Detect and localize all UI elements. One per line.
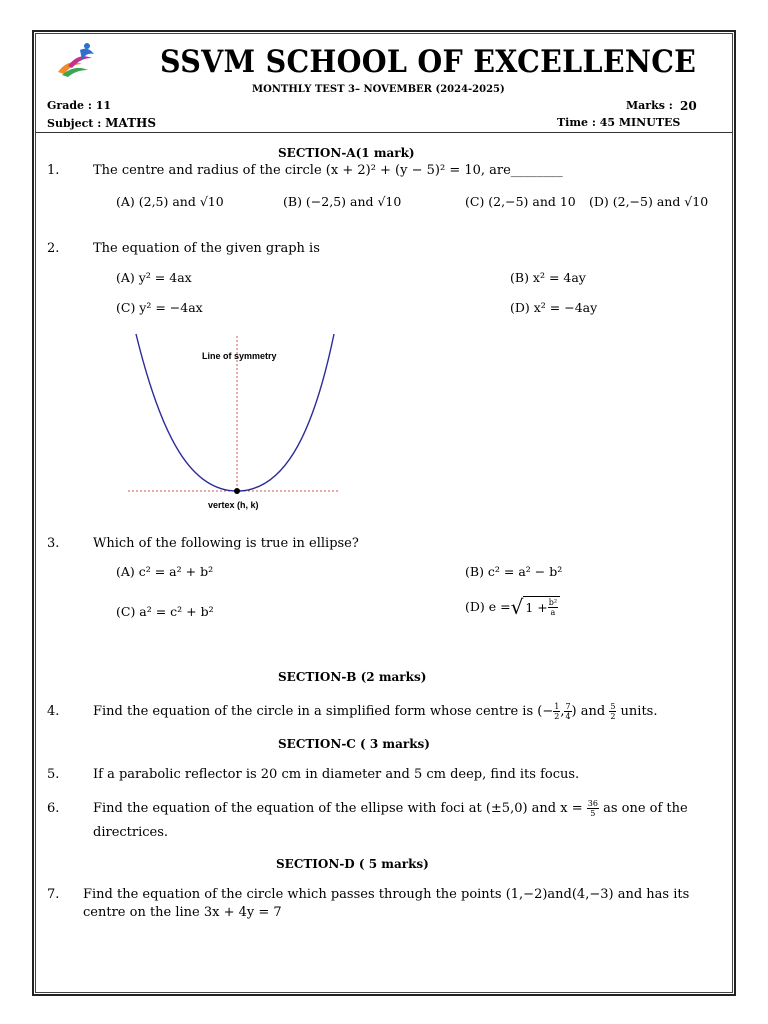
q1-number: 1.	[47, 163, 60, 178]
q3-option-d-fraction	[548, 598, 558, 617]
q4-fraction-3	[609, 702, 616, 721]
q3-number: 3.	[47, 536, 60, 551]
q3-option-d-one: 1 +	[525, 600, 548, 615]
q5-text: If a parabolic reflector is 20 cm in diameter and 5 cm deep, find its focus.	[93, 767, 580, 782]
q1-option-b: (B) (−2,5) and √10	[283, 194, 402, 209]
q4-text-after: units.	[616, 703, 658, 719]
test-title: MONTHLY TEST 3– NOVEMBER (2024-2025)	[252, 84, 505, 95]
section-d-heading: SECTION-D ( 5 marks)	[276, 857, 429, 871]
q1-text: The centre and radius of the circle (x + 2)² + (y − 5)² = 10, are________	[93, 163, 563, 178]
subject-value: MATHS	[105, 116, 156, 130]
time-label: Time : 45 MINUTES	[557, 116, 681, 129]
q5-number: 5.	[47, 767, 60, 782]
q3-option-b: (B) c² = a² − b²	[465, 564, 563, 579]
vertex-label: vertex (h, k)	[208, 500, 259, 510]
q6-number: 6.	[47, 801, 60, 816]
section-a-heading: SECTION-A(1 mark)	[278, 146, 415, 160]
q7-text-line1: Find the equation of the circle which passes through the points (1,−2)and(4,−3) and has its	[83, 887, 690, 902]
q4-f1n: 1	[554, 701, 560, 711]
marks-label: Marks :	[626, 99, 673, 112]
q7-text-line2: centre on the line 3x + 4y = 7	[83, 905, 282, 920]
q6-text	[93, 795, 688, 821]
q1-option-c: (C) (2,−5) and 10	[465, 194, 576, 209]
parabola-graph	[122, 330, 348, 516]
q2-option-d: (D) x² = −4ay	[510, 300, 598, 315]
q3-option-c: (C) a² = c² + b²	[116, 604, 214, 619]
school-logo-icon	[54, 42, 100, 80]
q6-text-line2: directrices.	[93, 825, 169, 840]
sqrt-icon: √	[510, 594, 524, 619]
subject-label: Subject :	[47, 117, 106, 130]
q3-text: Which of the following is true in ellipse?	[93, 536, 359, 551]
line-of-symmetry-label: Line of symmetry	[202, 351, 277, 361]
school-name: SSVM SCHOOL OF EXCELLENCE	[160, 44, 697, 80]
q3-option-d-prefix: (D) e =	[465, 599, 511, 614]
q4-text	[93, 698, 658, 724]
q3-d-num: b²	[548, 598, 558, 607]
q2-option-c: (C) y² = −4ax	[116, 300, 203, 315]
vertex-point	[234, 488, 240, 494]
grade-label: Grade : 11	[47, 99, 112, 112]
q4-f2n: 7	[565, 701, 571, 711]
q1-option-d: (D) (2,−5) and √10	[589, 194, 709, 209]
q2-option-a: (A) y² = 4ax	[116, 270, 192, 285]
marks-value: 20	[680, 99, 697, 113]
q6-fn: 36	[587, 798, 598, 808]
q3-d-den: a	[550, 608, 556, 617]
q6-fd: 5	[590, 808, 596, 818]
q3-option-a: (A) c² = a² + b²	[116, 564, 214, 579]
subject-row	[47, 116, 156, 130]
q2-option-b: (B) x² = 4ay	[510, 270, 586, 285]
q2-text: The equation of the given graph is	[93, 241, 320, 256]
q7-number: 7.	[47, 887, 60, 902]
q4-f3n: 5	[610, 701, 616, 711]
q4-sep: ,	[560, 703, 565, 719]
q3-option-d	[465, 596, 560, 617]
q2-number: 2.	[47, 241, 60, 256]
q3-option-d-radicand	[523, 596, 560, 617]
q4-mid: ) and	[571, 703, 610, 719]
q4-f2d: 4	[565, 711, 571, 721]
q4-text-before: Find the equation of the circle in a simplified form whose centre is (−	[93, 703, 554, 719]
q6-text-before: Find the equation of the equation of the ellipse with foci at (±5,0) and x =	[93, 800, 587, 816]
q1-option-a: (A) (2,5) and √10	[116, 194, 224, 209]
q4-f1d: 2	[554, 711, 560, 721]
section-c-heading: SECTION-C ( 3 marks)	[278, 737, 430, 751]
q4-fraction-2	[564, 702, 571, 721]
q6-fraction	[587, 799, 599, 818]
section-b-heading: SECTION-B (2 marks)	[278, 670, 427, 684]
q4-number: 4.	[47, 704, 60, 719]
q6-text-after: as one of the	[598, 800, 688, 816]
header-divider	[36, 132, 732, 133]
q4-fraction-1	[553, 702, 560, 721]
q4-f3d: 2	[610, 711, 616, 721]
